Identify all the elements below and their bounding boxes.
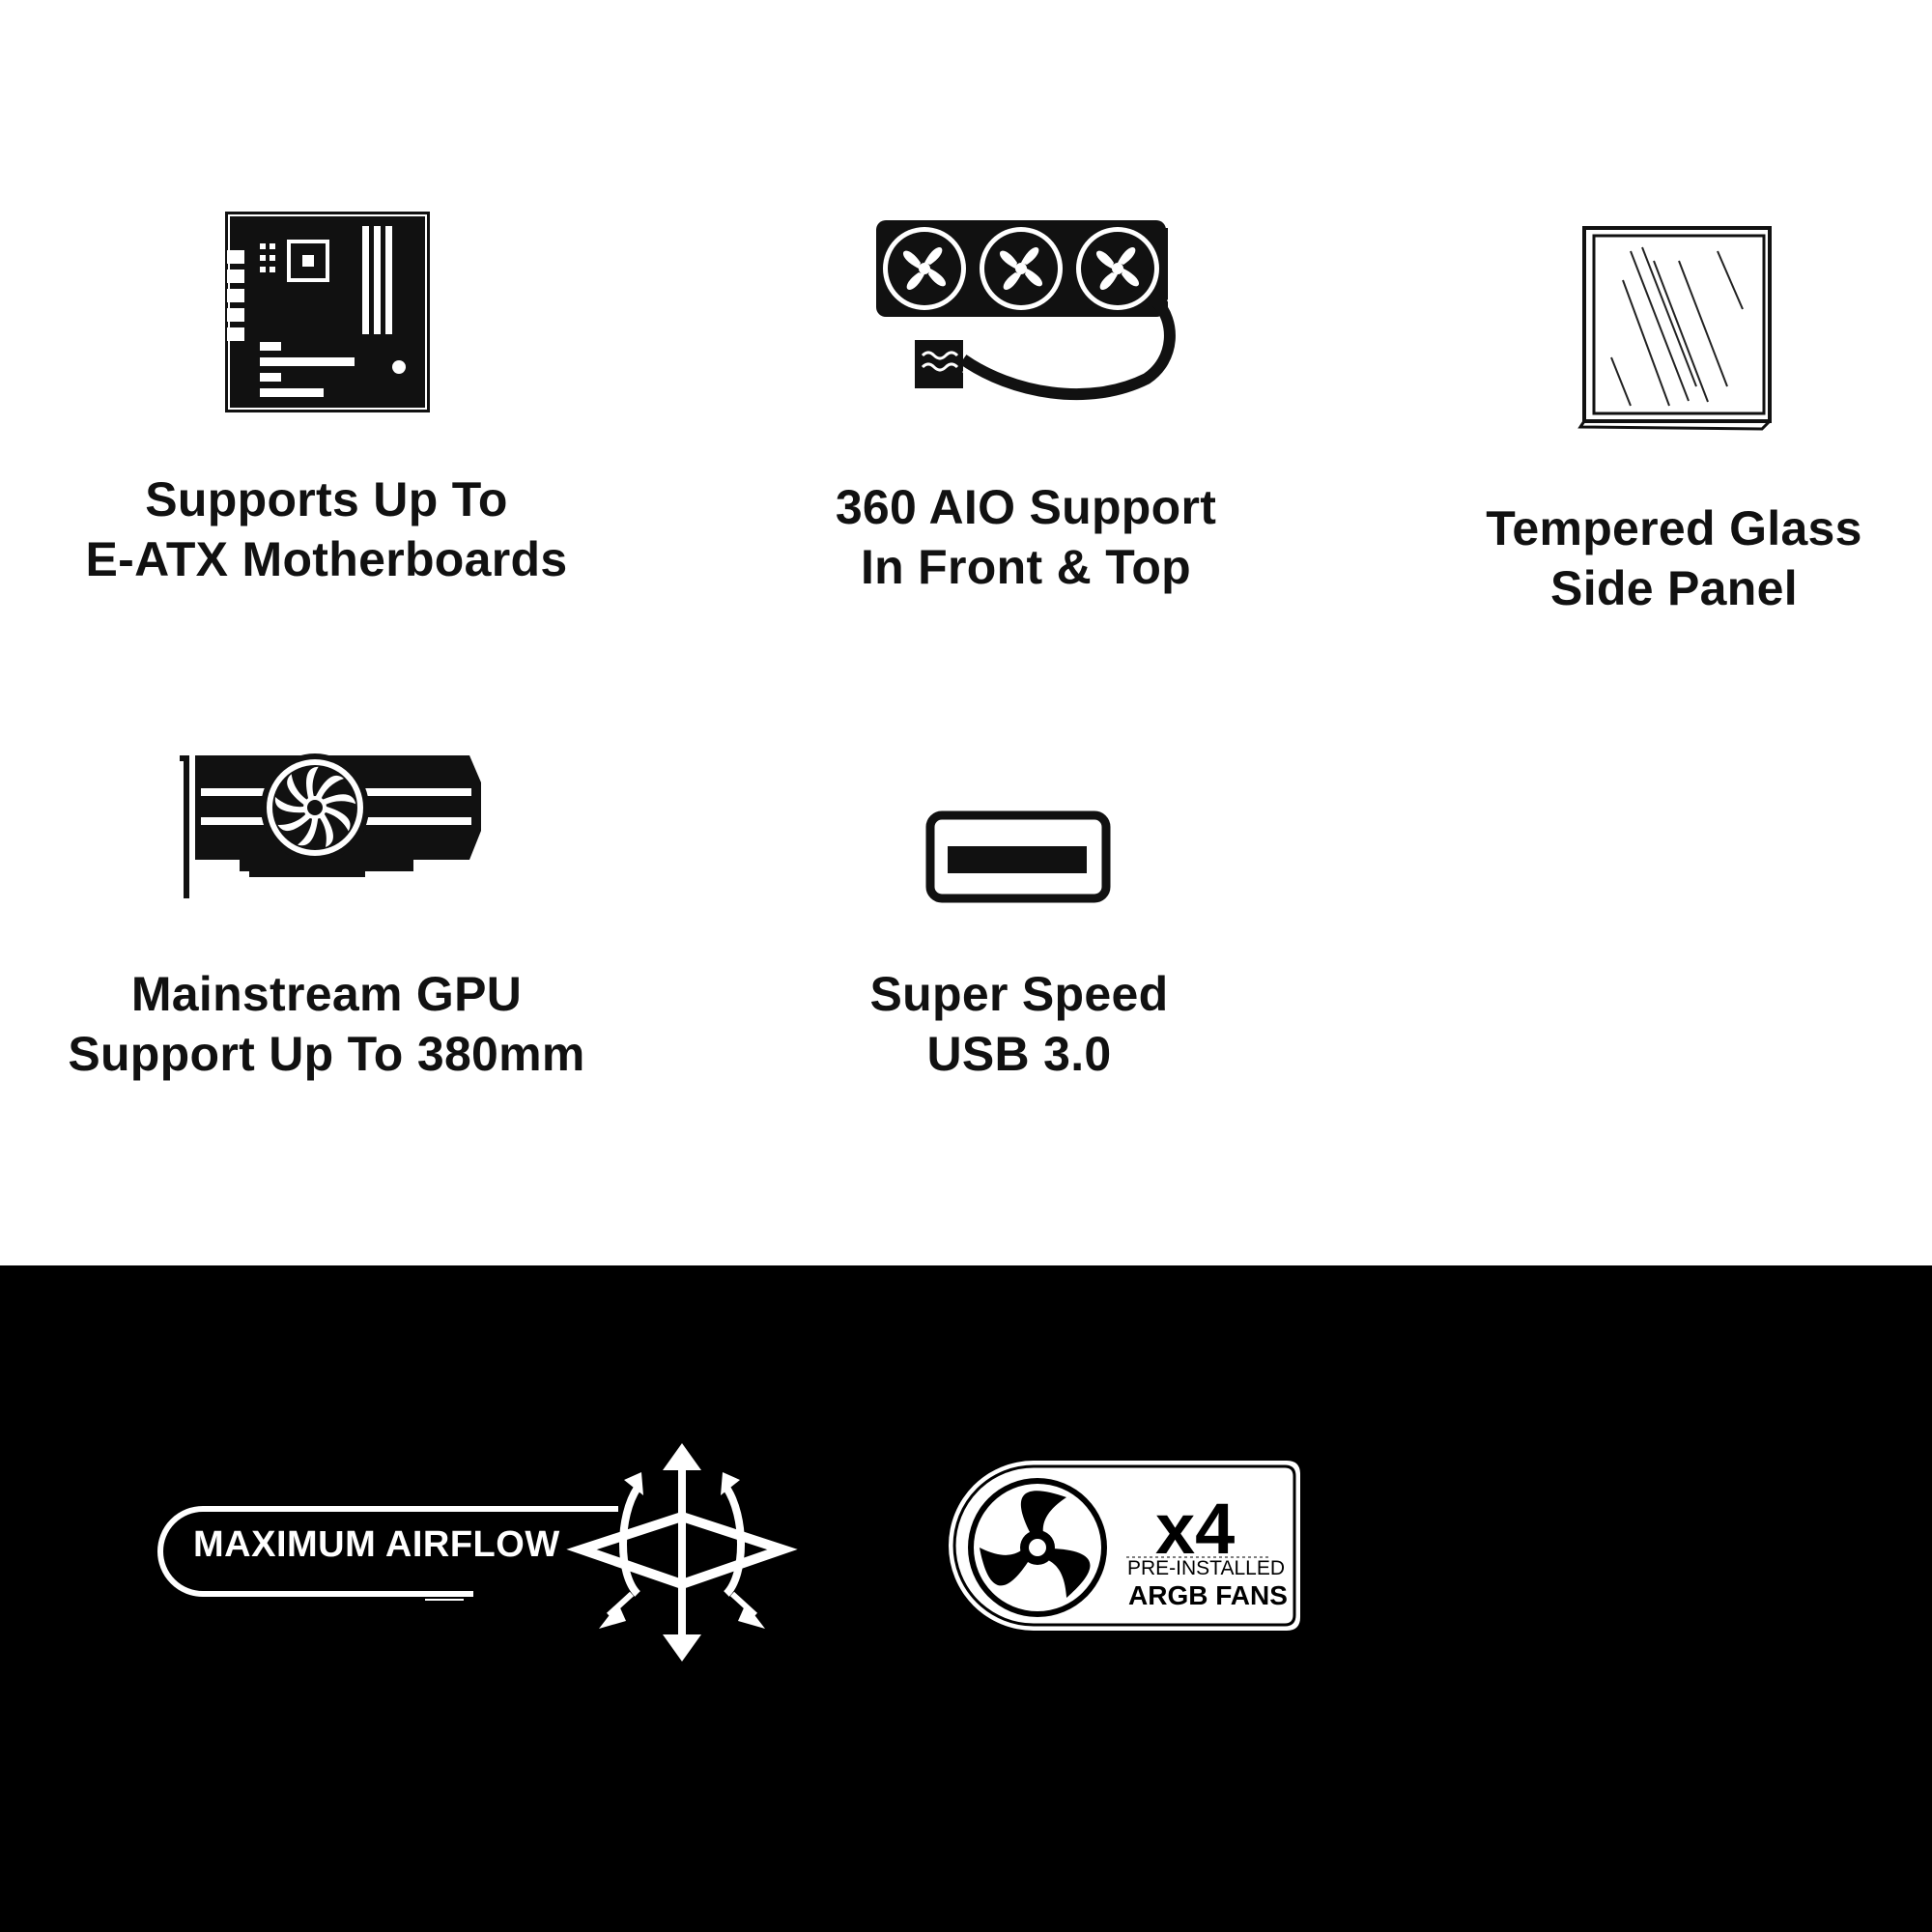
fans-line2: ARGB FANS <box>1128 1580 1288 1610</box>
fans-line1: PRE-INSTALLED <box>1127 1557 1285 1579</box>
feature-aio-line1: 360 AIO Support <box>835 480 1217 534</box>
feature-gpu-line1: Mainstream GPU <box>130 967 523 1021</box>
airflow-badge-label: MAXIMUM AIRFLOW <box>193 1524 560 1565</box>
fan-icon <box>968 1478 1107 1617</box>
feature-glass-line2: Side Panel <box>1550 561 1798 615</box>
feature-motherboard-line1: Supports Up To <box>145 472 508 526</box>
feature-motherboard <box>8 207 645 589</box>
aio-cooler-icon <box>867 214 1185 427</box>
feature-glass-line1: Tempered Glass <box>1486 501 1862 555</box>
feature-gpu-line2: Support Up To 380mm <box>68 1027 585 1081</box>
feature-aio <box>707 214 1345 597</box>
fans-count: x4 <box>1155 1489 1236 1569</box>
usb-port-icon <box>923 810 1116 906</box>
airflow-arrows-icon <box>582 1443 782 1662</box>
feature-motherboard-line2: E-ATX Motherboards <box>85 532 568 586</box>
feature-aio-line2: In Front & Top <box>860 540 1192 594</box>
feature-usb-line1: Super Speed <box>869 967 1169 1021</box>
glass-panel-icon <box>1573 222 1776 435</box>
motherboard-icon <box>215 207 438 419</box>
feature-glass <box>1355 222 1932 618</box>
gpu-icon <box>162 753 491 908</box>
feature-gpu <box>8 753 645 1084</box>
feature-usb-line2: USB 3.0 <box>926 1027 1112 1081</box>
feature-usb <box>700 810 1338 1084</box>
